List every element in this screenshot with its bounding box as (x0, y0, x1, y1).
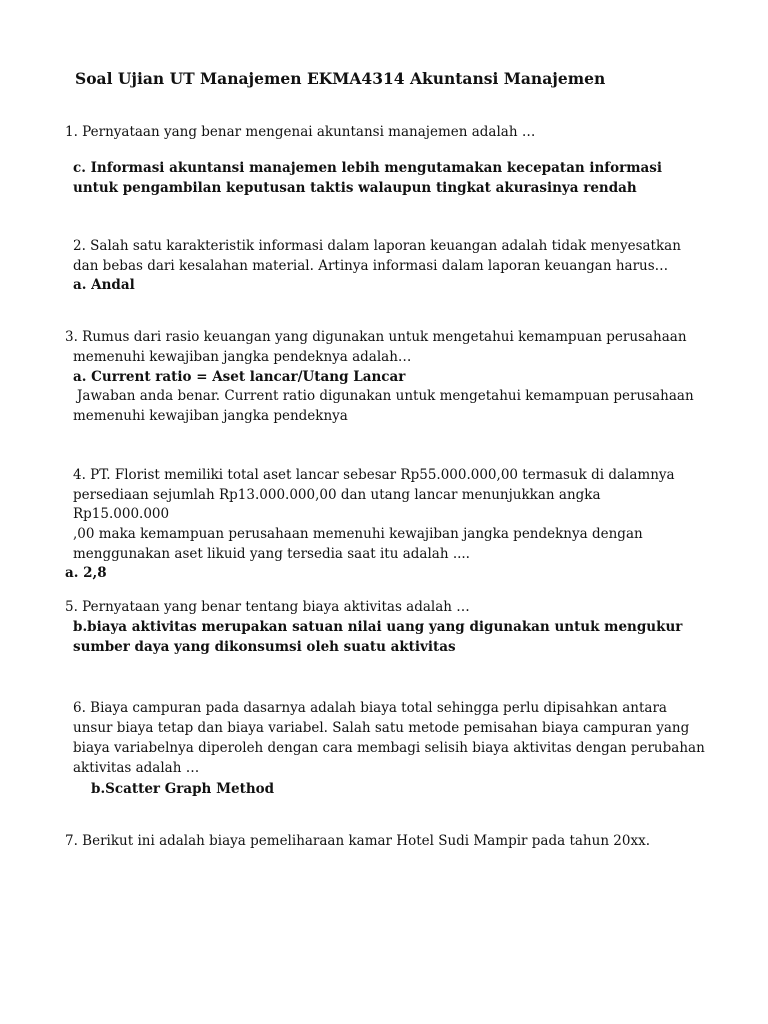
question-5-text: 5. Pernyataan yang benar tentang biaya aktivitas adalah … (65, 599, 470, 615)
question-5-answer-line-1: b.biaya aktivitas merupakan satuan nilai uang yang digunakan untuk mengukur (73, 619, 683, 635)
question-3-answer: a. Current ratio = Aset lancar/Utang Lancar (73, 369, 406, 385)
question-6-answer: b.Scatter Graph Method (91, 781, 275, 797)
question-3-text-line-2: memenuhi kewajiban jangka pendeknya adalah… (73, 349, 412, 365)
question-1-answer-line-1: c. Informasi akuntansi manajemen lebih mengutamakan kecepatan informasi (73, 160, 662, 176)
question-6-text-line-1: 6. Biaya campuran pada dasarnya adalah biaya total sehingga perlu dipisahkan antara (73, 700, 667, 716)
question-2-text-line-2: dan bebas dari kesalahan material. Artinya informasi dalam laporan keuangan harus… (73, 258, 669, 274)
question-2-answer: a. Andal (73, 277, 135, 293)
question-4-text-line-4: ,00 maka kemampuan perusahaan memenuhi kewajiban jangka pendeknya dengan (73, 526, 643, 542)
question-6-text-line-2: unsur biaya tetap dan biaya variabel. Salah satu metode pemisahan biaya campuran yang (73, 720, 690, 736)
question-2-text-line-1: 2. Salah satu karakteristik informasi dalam laporan keuangan adalah tidak menyesatkan (73, 238, 681, 254)
question-4-text-line-3: Rp15.000.000 (73, 506, 170, 522)
question-6-text-line-3: biaya variabelnya diperoleh dengan cara membagi selisih biaya aktivitas dengan perubahan (73, 740, 705, 756)
question-7-text: 7. Berikut ini adalah biaya pemeliharaan kamar Hotel Sudi Mampir pada tahun 20xx. (65, 833, 651, 849)
question-3-text-line-1: 3. Rumus dari rasio keuangan yang digunakan untuk mengetahui kemampuan perusahaan (65, 329, 687, 345)
question-3-explanation-line-2: memenuhi kewajiban jangka pendeknya (73, 408, 348, 424)
document-title: Soal Ujian UT Manajemen EKMA4314 Akuntansi Manajemen (75, 69, 606, 88)
question-3-explanation-line-1: Jawaban anda benar. Current ratio digunakan untuk mengetahui kemampuan perusahaan (77, 388, 694, 404)
question-1-answer-line-2: untuk pengambilan keputusan taktis walaupun tingkat akurasinya rendah (73, 180, 637, 196)
question-4-text-line-2: persediaan sejumlah Rp13.000.000,00 dan utang lancar menunjukkan angka (73, 487, 601, 503)
question-4-text-line-1: 4. PT. Florist memiliki total aset lancar sebesar Rp55.000.000,00 termasuk di dalamnya (73, 467, 675, 483)
question-1-text: 1. Pernyataan yang benar mengenai akuntansi manajemen adalah … (65, 124, 536, 140)
question-6-text-line-4: aktivitas adalah … (73, 760, 200, 776)
question-5-answer-line-2: sumber daya yang dikonsumsi oleh suatu aktivitas (73, 639, 456, 655)
question-4-text-line-5: menggunakan aset likuid yang tersedia saat itu adalah .... (73, 546, 470, 562)
question-4-answer: a. 2,8 (65, 565, 107, 581)
